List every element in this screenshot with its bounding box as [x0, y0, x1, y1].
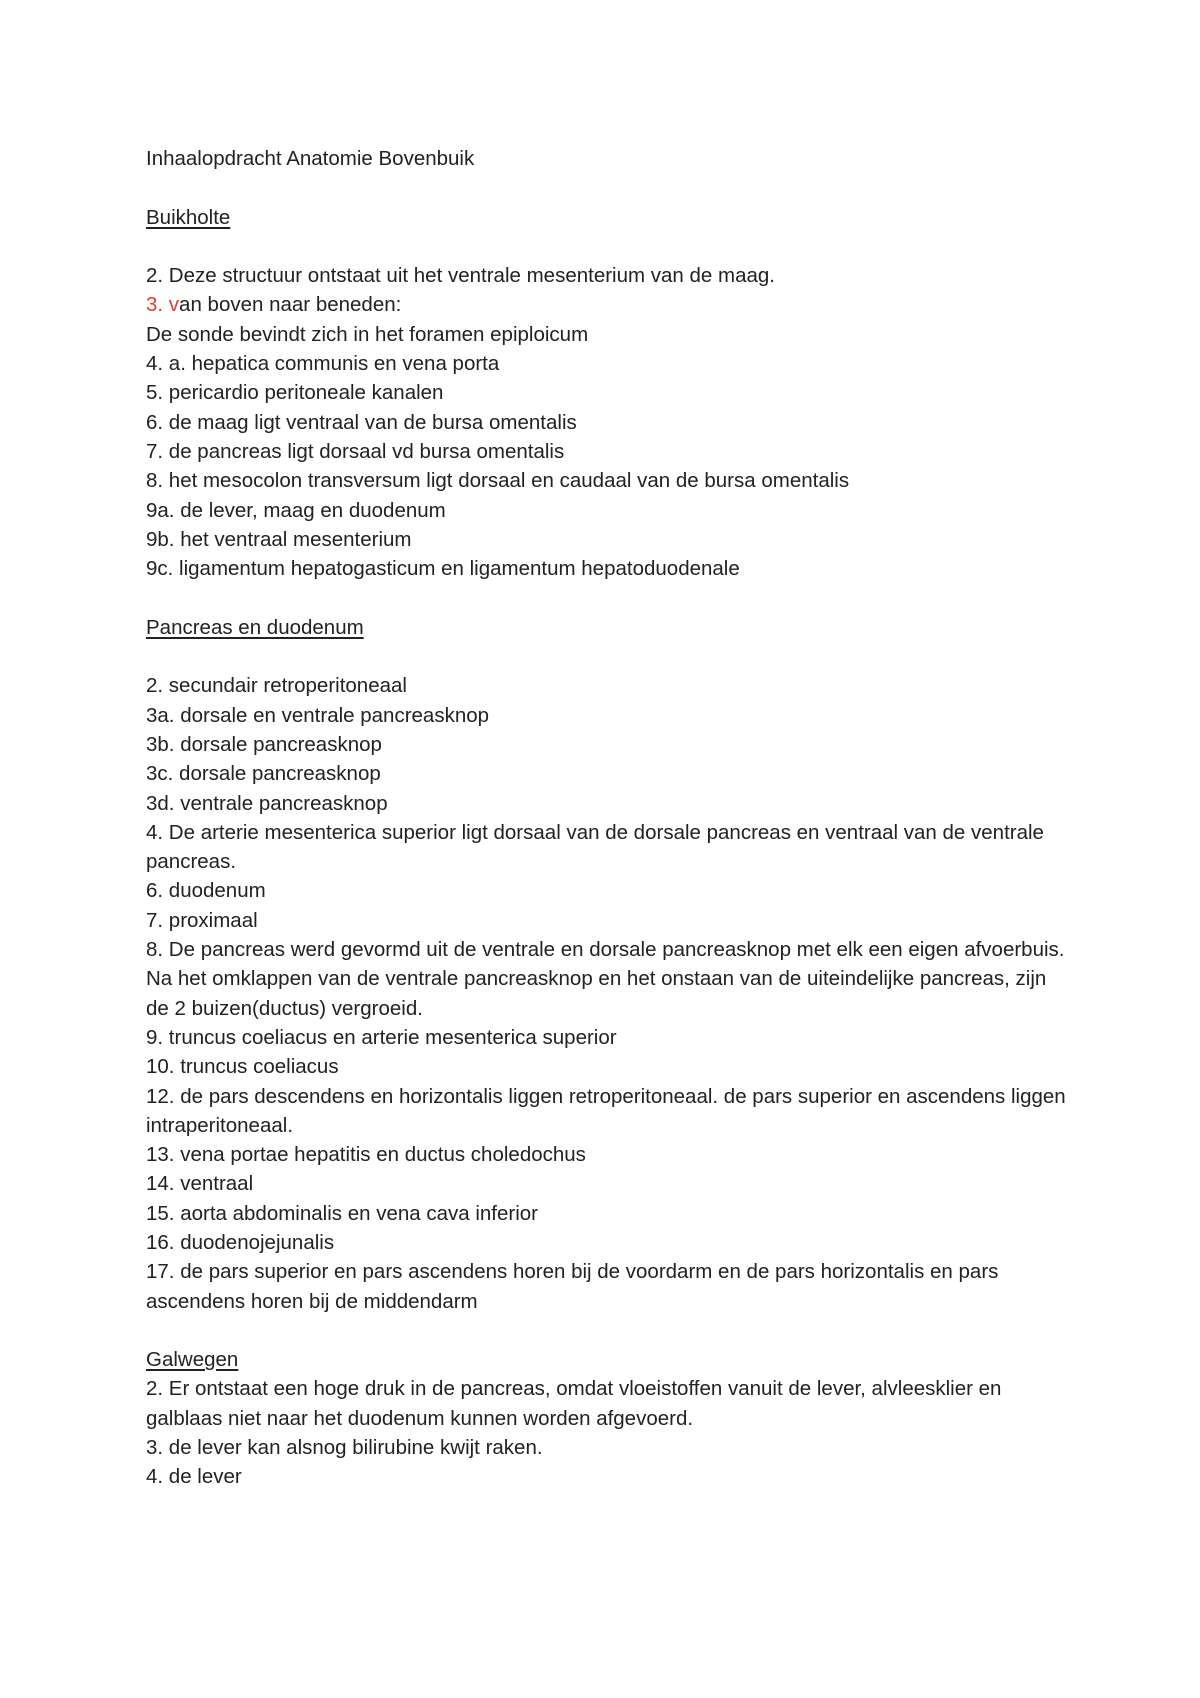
section-heading-buikholte: Buikholte	[146, 205, 231, 229]
section-heading-pancreas-duodenum: Pancreas en duodenum	[146, 615, 364, 639]
spacer	[146, 642, 1066, 671]
spacer	[146, 232, 1066, 261]
list-item: 2. Deze structuur ontstaat uit het ventrale mesenterium van de maag.	[146, 264, 775, 288]
list-item: 9. truncus coeliacus en arterie mesenterica superior	[146, 1025, 617, 1049]
list-item: 3d. ventrale pancreasknop	[146, 791, 388, 815]
list-item: 16. duodenojejunalis	[146, 1230, 335, 1254]
list-item: 3. de lever kan alsnog bilirubine kwijt raken.	[146, 1436, 543, 1460]
highlighted-text: 3. v	[146, 293, 180, 317]
list-item: 6. de maag ligt ventraal van de bursa omentalis	[146, 410, 577, 434]
list-item: 5. pericardio peritoneale kanalen	[146, 381, 444, 405]
list-item: De sonde bevindt zich in het foramen epiploicum	[146, 322, 589, 346]
spacer	[146, 173, 1066, 202]
list-item: 4. De arterie mesenterica superior ligt dorsaal van de dorsale pancreas en ventraal van de ventrale pancreas.	[146, 820, 1044, 874]
list-item: 2. Er ontstaat een hoge druk in de pancreas, omdat vloeistoffen vanuit de lever, alvleesklier en galblaas niet naar het duodenum kunnen worden afgevoerd.	[146, 1377, 1002, 1430]
section-heading-galwegen: Galwegen	[146, 1348, 239, 1372]
list-item: 2. secundair retroperitoneaal	[146, 674, 407, 698]
list-item: 12. de pars descendens en horizontalis liggen retroperitoneaal. de pars superior en ascendens liggen intraperitoneaal.	[146, 1084, 1066, 1137]
list-item: 3a. dorsale en ventrale pancreasknop	[146, 703, 490, 727]
list-item: 13. vena portae hepatitis en ductus choledochus	[146, 1143, 586, 1167]
list-item: 7. de pancreas ligt dorsaal vd bursa omentalis	[146, 439, 565, 463]
list-item: 3b. dorsale pancreasknop	[146, 732, 382, 756]
list-item: 14. ventraal	[146, 1172, 254, 1196]
list-item: 15. aorta abdominalis en vena cava inferior	[146, 1201, 539, 1225]
spacer	[146, 1316, 1066, 1345]
list-item: 4. de lever	[146, 1465, 242, 1489]
list-item: 4. a. hepatica communis en vena porta	[146, 352, 500, 376]
list-item-text: an boven naar beneden:	[179, 293, 402, 317]
list-item-highlighted	[146, 290, 1066, 319]
list-item: 3c. dorsale pancreasknop	[146, 762, 381, 786]
spacer	[146, 583, 1066, 612]
list-item: 6. duodenum	[146, 879, 266, 903]
list-item: 10. truncus coeliacus	[146, 1055, 339, 1079]
list-item: 9a. de lever, maag en duodenum	[146, 498, 446, 522]
list-item: 8. het mesocolon transversum ligt dorsaal en caudaal van de bursa omentalis	[146, 469, 850, 493]
list-item: 9c. ligamentum hepatogasticum en ligamentum hepatoduodenale	[146, 557, 740, 581]
list-item: 9b. het ventraal mesenterium	[146, 527, 412, 551]
list-item: 8. De pancreas werd gevormd uit de ventrale en dorsale pancreasknop met elk een eigen afvoerbuis. Na het omklappen van de ventrale pancreasknop en het onstaan van de uiteindelijke pancreas, zijn de 2 buizen(ductus) vergroeid.	[146, 938, 1065, 1020]
list-item: 7. proximaal	[146, 908, 258, 932]
document-title: Inhaalopdracht Anatomie Bovenbuik	[146, 147, 475, 170]
list-item: 17. de pars superior en pars ascendens horen bij de voordarm en de pars horizontalis en pars ascendens horen bij de middendarm	[146, 1260, 999, 1313]
document-body	[146, 144, 1066, 1492]
